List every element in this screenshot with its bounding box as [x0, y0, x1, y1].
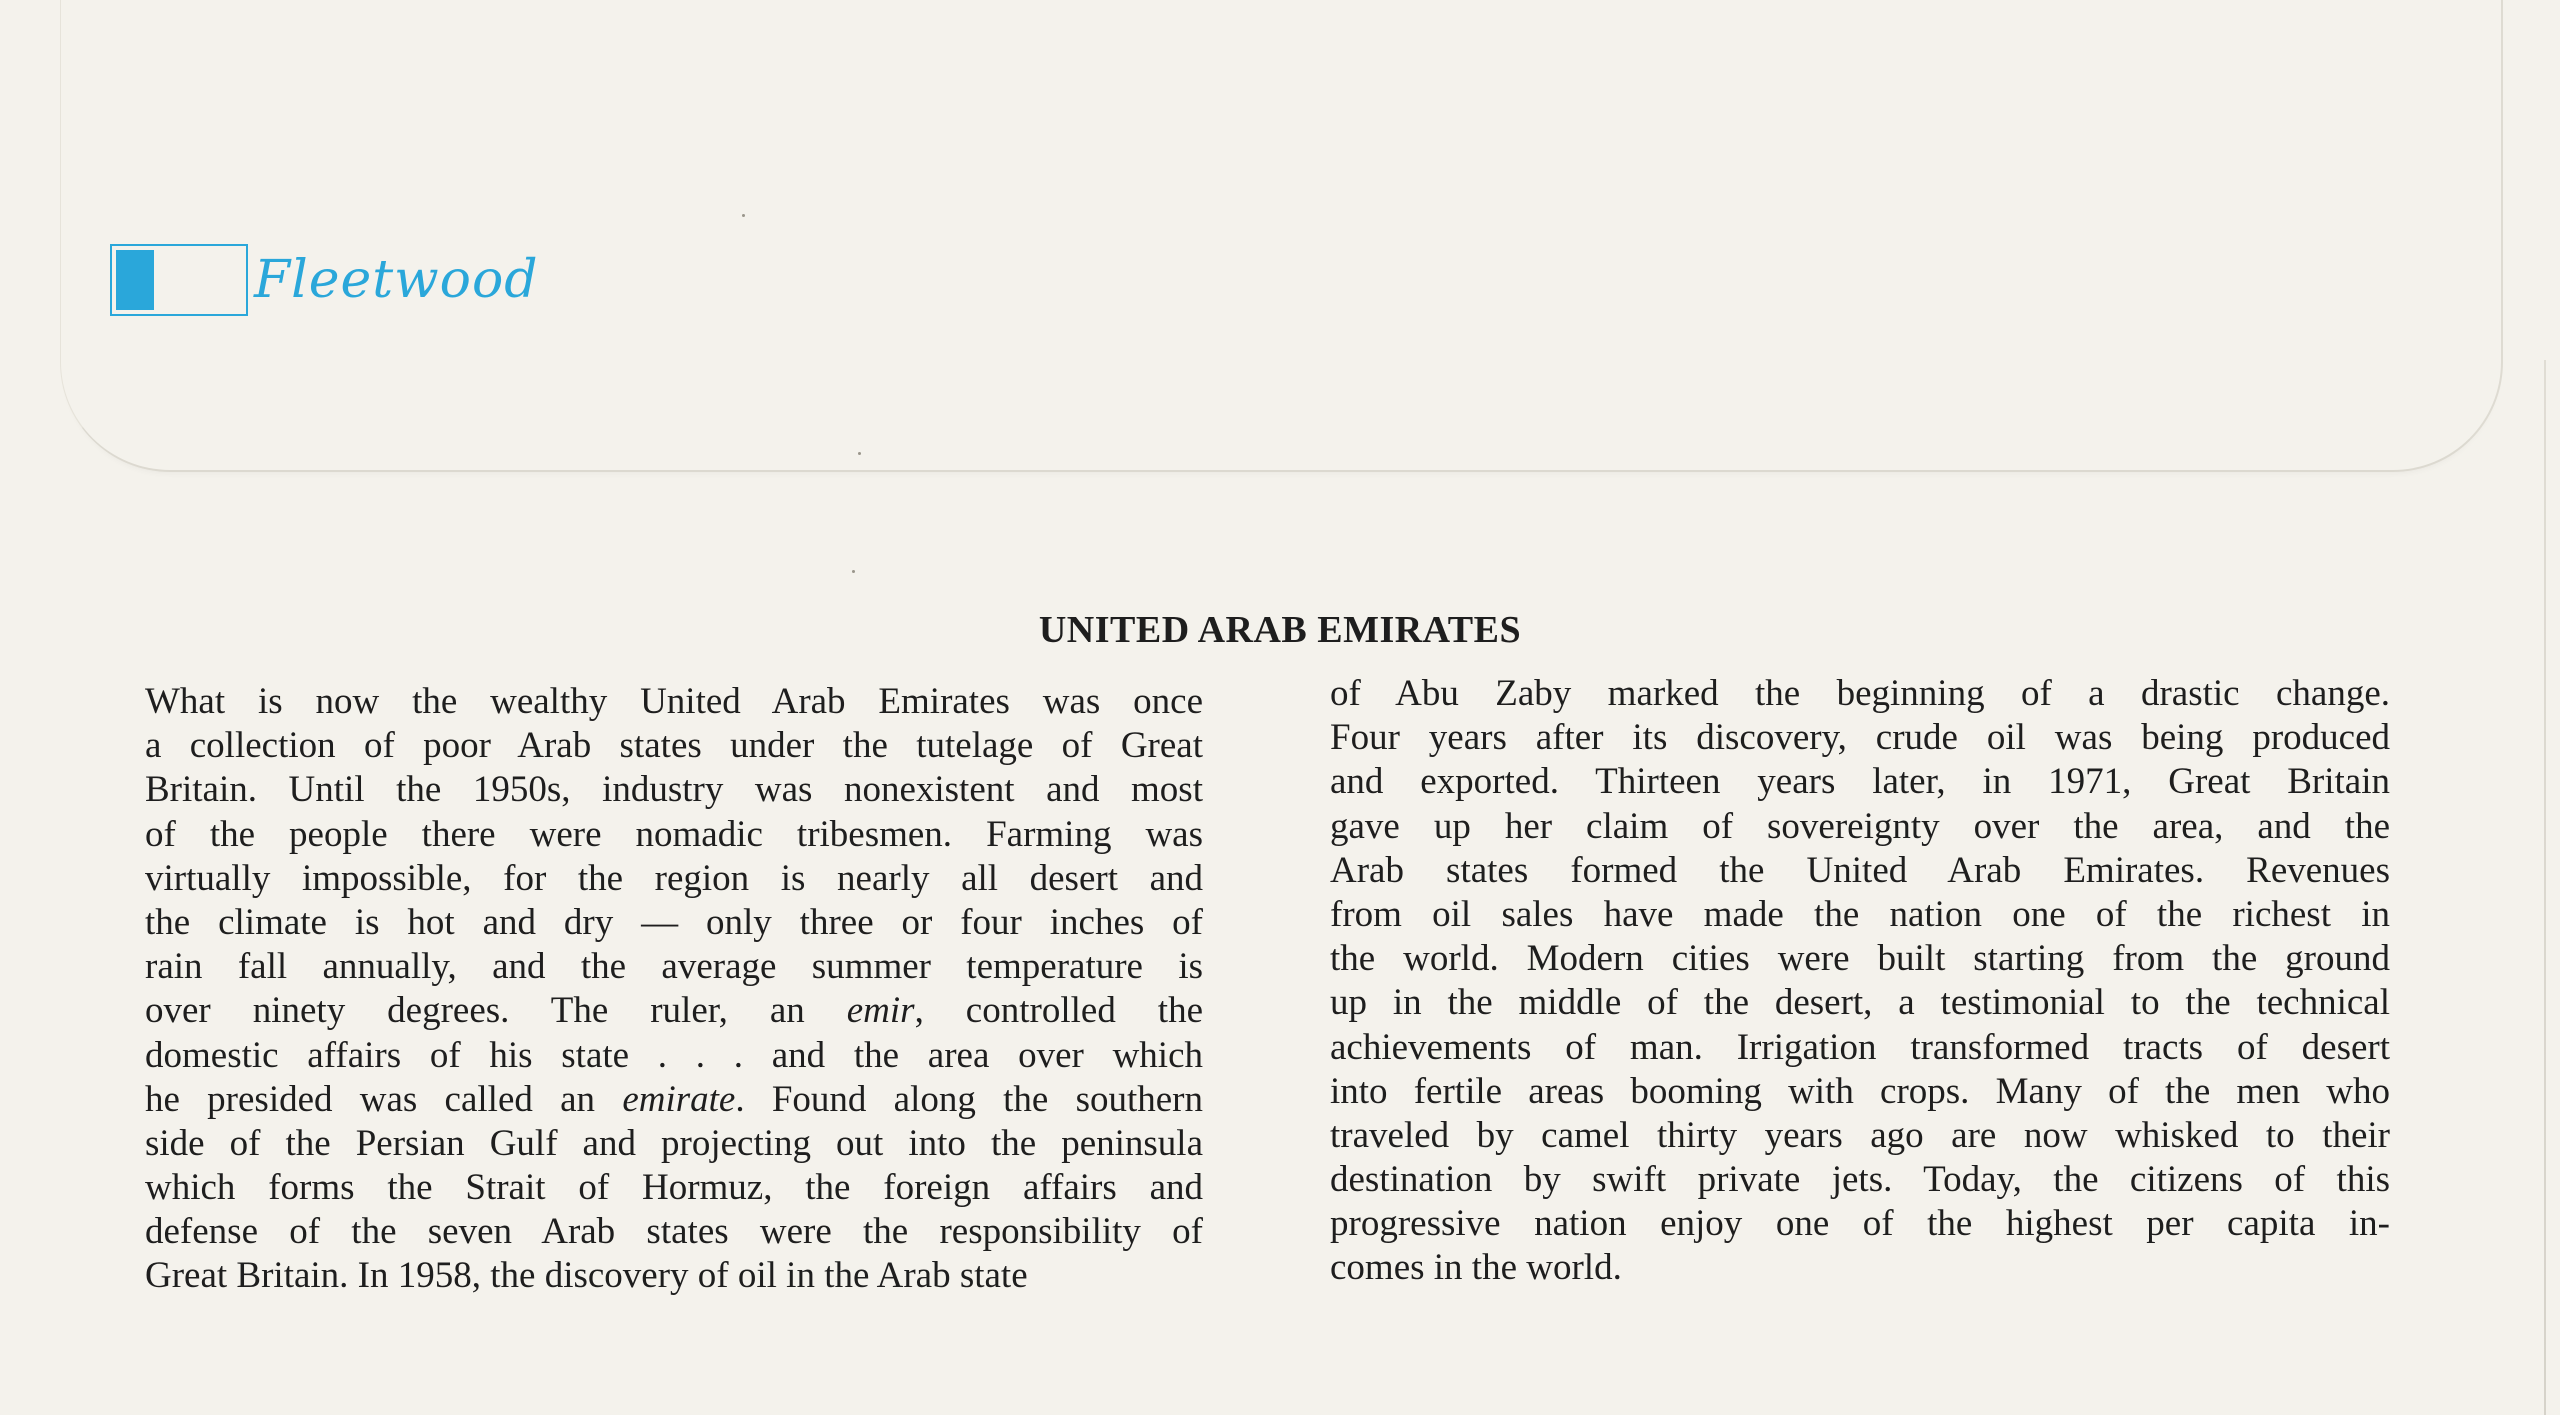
- text-column-right: [1330, 672, 2390, 1291]
- text-line: Arab states formed the United Arab Emirates. Revenues: [1330, 849, 2390, 891]
- envelope-flap: [60, 0, 2503, 472]
- paper-speck: [852, 570, 855, 573]
- text-line: Four years after its discovery, crude oil was being produced: [1330, 717, 2390, 759]
- text-line: domestic affairs of his state . . . and the area over which: [145, 1034, 1203, 1076]
- text-line: Britain. Until the 1950s, industry was nonexistent and most: [145, 769, 1203, 811]
- text-line: rain fall annually, and the average summer temperature is: [145, 946, 1203, 988]
- text-line: he presided was called an emirate. Found along the southern: [145, 1078, 1203, 1120]
- text-column-left: [145, 680, 1203, 1299]
- text-line: of Abu Zaby marked the beginning of a drastic change.: [1330, 673, 2390, 714]
- logo-wordmark: Fleetwood: [254, 250, 539, 310]
- text-line: from oil sales have made the nation one of the richest in: [1330, 893, 2390, 935]
- text-line: the world. Modern cities were built starting from the ground: [1330, 938, 2390, 980]
- text-line: comes in the world.: [1330, 1247, 1622, 1289]
- paper-speck: [858, 452, 861, 455]
- text-line: which forms the Strait of Hormuz, the foreign affairs and: [145, 1167, 1203, 1209]
- text-line: up in the middle of the desert, a testimonial to the technical: [1330, 982, 2390, 1024]
- text-line: defense of the seven Arab states were the responsibility of: [145, 1211, 1203, 1253]
- text-line: traveled by camel thirty years ago are now whisked to their: [1330, 1114, 2390, 1156]
- envelope-fold-line: [2544, 360, 2546, 1415]
- text-line: gave up her claim of sovereignty over the area, and the: [1330, 805, 2390, 847]
- text-line: side of the Persian Gulf and projecting out into the peninsula: [145, 1122, 1203, 1164]
- text-line: progressive nation enjoy one of the highest per capita in-: [1330, 1203, 2390, 1245]
- paper-speck: [742, 214, 745, 217]
- fleetwood-logo: [110, 244, 539, 316]
- text-line: achievements of man. Irrigation transformed tracts of desert: [1330, 1026, 2390, 1068]
- text-line: the climate is hot and dry — only three or four inches of: [145, 901, 1203, 943]
- text-line: over ninety degrees. The ruler, an emir, controlled the: [145, 990, 1203, 1032]
- page-title: UNITED ARAB EMIRATES: [1038, 609, 1522, 651]
- text-line: a collection of poor Arab states under the tutelage of Great: [145, 725, 1203, 767]
- text-line: virtually impossible, for the region is nearly all desert and: [145, 857, 1203, 899]
- text-line: destination by swift private jets. Today, the citizens of this: [1330, 1159, 2390, 1201]
- text-line: What is now the wealthy United Arab Emirates was once: [145, 681, 1203, 722]
- logo-mark-fill: [116, 250, 154, 310]
- text-line: Great Britain. In 1958, the discovery of oil in the Arab state: [145, 1255, 1028, 1297]
- logo-mark: [110, 244, 248, 316]
- text-line: of the people there were nomadic tribesmen. Farming was: [145, 813, 1203, 855]
- text-line: and exported. Thirteen years later, in 1971, Great Britain: [1330, 761, 2390, 803]
- text-line: into fertile areas booming with crops. Many of the men who: [1330, 1070, 2390, 1112]
